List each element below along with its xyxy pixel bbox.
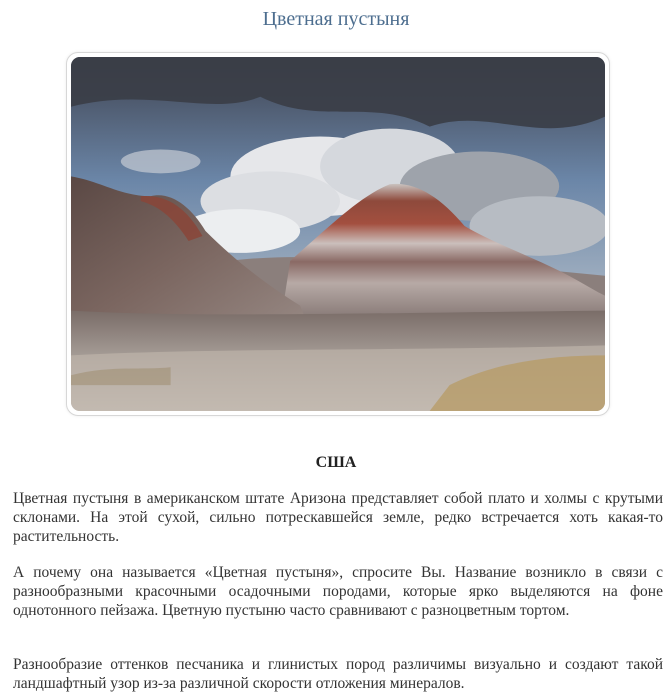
landscape-photo <box>71 57 605 411</box>
section-heading: США <box>315 454 357 471</box>
photo-frame <box>66 52 610 416</box>
paragraph-2: А почему она называется «Цветная пустыня», спросите Вы. Название возникло в связи с разнообразными красочными осадочными породами, которые ярко выделяются на фоне однотонного пейзажа. Цветную пустыню часто сравнивают с разноцветным тортом. <box>13 564 663 619</box>
paragraph-3: Разнообразие оттенков песчаника и глинистых пород различимы визуально и создают такой ландшафтный узор из-за различной скорости отложения минералов. <box>13 656 663 692</box>
page-title: Цветная пустыня <box>262 8 410 30</box>
paragraph-1: Цветная пустыня в американском штате Аризона представляет собой плато и холмы с крутыми склонами. На этой сухой, сильно потрескавшейся земле, редко встречается хоть какая-то растительность. <box>13 490 663 545</box>
